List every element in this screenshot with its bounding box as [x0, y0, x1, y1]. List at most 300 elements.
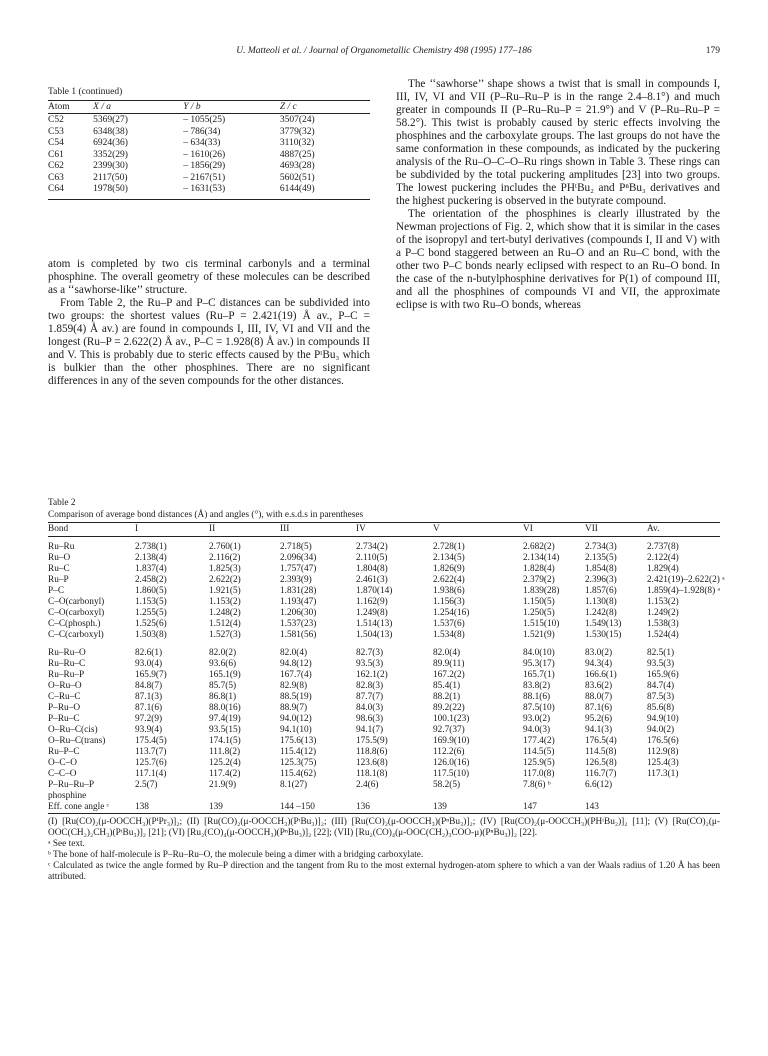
table-cell: 2.734(3) [585, 541, 617, 552]
angle-row [48, 736, 720, 747]
table-2-footnote-b: ᵇ The bone of half-molecule is P–Ru–Ru–O, the molecule being a dimer with a bridging carboxylate. [48, 849, 424, 860]
table-cell: C63 [48, 172, 64, 183]
table-cell: 1.530(15) [585, 629, 622, 640]
table-cell: 1.581(56) [280, 629, 317, 640]
table-cell: 1.538(3) [647, 618, 679, 629]
table-cell [647, 802, 720, 813]
table-cell: 123.6(8) [356, 757, 388, 768]
table-cell: 2.622(4) [433, 574, 465, 585]
right-paragraph-2: The orientation of the phosphines is clearly illustrated by the Newman projections of Fig. 2, which show that it is similar in the cases of the isopropyl and tert-butyl derivatives (compounds I, II and V) with a P–C bond staggered between an Ru–O and an Ru–C bond, with the other two P–C bonds nearly eclipsed with respect to an Ru–O bond. In the case of the n-butylphosphine derivatives for P(1) of compound III, and all the phosphines of compounds VI and VII, the approximate eclipse is with two Ru–O bonds, whereas [396, 208, 720, 311]
table-cell: 114.5(8) [585, 746, 617, 757]
table-cell: 113.7(7) [135, 746, 167, 757]
table-cell: 84.0(3) [356, 702, 384, 713]
table-cell: 174.1(5) [209, 735, 241, 746]
table-cell: Ru–C [48, 563, 70, 574]
table-cell: 1.249(2) [647, 607, 679, 618]
table-cell: 2.738(1) [135, 541, 167, 552]
table-cell: 166.6(1) [585, 669, 617, 680]
table-cell: 3507(24) [279, 115, 315, 125]
table-cell: 111.8(2) [209, 746, 241, 757]
table-cell: 87.1(3) [135, 691, 163, 702]
table-cell: 1.549(13) [585, 618, 622, 629]
table-cell: 83.0(2) [585, 647, 613, 658]
table-cell: 167.2(2) [433, 669, 465, 680]
table-cell: 1.859(4)–1.928(8) ᵃ [647, 585, 721, 596]
table-cell: 8.1(27) [280, 779, 308, 790]
angle-row [48, 659, 720, 670]
table-1 [48, 86, 370, 200]
table-cell: 85.6(8) [647, 702, 675, 713]
table-cell: 1.150(5) [523, 596, 555, 607]
table-cell: 87.5(10) [523, 702, 555, 713]
table-1-bottom-rule [48, 199, 370, 200]
table-cell: – 634(33) [183, 138, 221, 148]
table-2-header-V: V [433, 524, 440, 534]
table-cell: 1.248(2) [209, 607, 241, 618]
table-cell: 1.503(8) [135, 629, 167, 640]
distance-row [48, 608, 720, 619]
distance-row [48, 542, 720, 553]
table-cell: 117.5(10) [433, 768, 470, 779]
table-cell: C52 [48, 115, 64, 125]
table-cell: 2.734(2) [356, 541, 388, 552]
table-cell: 177.4(2) [523, 735, 555, 746]
table-cell: 1.825(3) [209, 563, 241, 574]
table-cell: 88.0(7) [585, 691, 613, 702]
table-cell: 2.134(5) [433, 552, 465, 563]
table-cell: 2.135(5) [585, 552, 617, 563]
table-2-header-row [48, 523, 720, 537]
table-cell: – 1631(53) [183, 184, 226, 194]
table-cell: 165.1(9) [209, 669, 241, 680]
table-cell: 165.9(6) [647, 669, 679, 680]
table-cell: 58.2(5) [433, 779, 461, 790]
table-cell: 95.2(6) [585, 713, 613, 724]
table-row [48, 138, 370, 150]
table-cell: 82.8(3) [356, 680, 384, 691]
table-cell: 1.255(5) [135, 607, 167, 618]
table-2 [48, 498, 725, 883]
table-2-header-II: II [209, 524, 216, 534]
left-paragraph-1: atom is completed by two cis terminal carbonyls and a terminal phosphine. The overall geometry of these molecules can be described as a ‘‘sawhorse-like’’ structure. [48, 258, 370, 296]
table-cell: C–C(phosph.) [48, 618, 101, 629]
table-cell: 1978(50) [93, 184, 128, 194]
table-cell: 82.9(8) [280, 680, 308, 691]
table-cell: Eff. cone angle ᶜ [48, 801, 110, 812]
table-cell: 2.122(4) [647, 552, 679, 563]
table-cell: 6924(36) [93, 138, 128, 148]
table-cell: 82.6(1) [135, 647, 163, 658]
table-cell: C53 [48, 126, 64, 137]
table-cell: 1.153(2) [209, 596, 241, 607]
table-2-header-III: III [280, 524, 290, 534]
table-cell: P–C [48, 585, 65, 596]
table-cell: 115.4(12) [280, 746, 317, 757]
table-cell: 139 [433, 801, 447, 812]
table-cell: 1.153(5) [135, 596, 167, 607]
table-cell: 6348(38) [93, 126, 128, 137]
table-cell: 84.0(10) [523, 647, 555, 658]
right-paragraph-1: The ‘‘sawhorse’’ shape shows a twist that is small in compounds I, III, IV, VI and VII (P–Ru–Ru–P is in the range 2.4–8.1°) and much greater in compounds II (P–Ru–Ru–P = 21.9°) and V (P–Ru–Ru–P = 58.2°). This twist is probably caused by steric effects involving the phosphines and the carboxylate groups. The last groups do not have the same conformation in these compounds, as indicated by the puckering analysis of the Ru–O–C–O–Ru rings shown in Table 3. These rings can be subdivided by the total puckering amplitudes [23] into two groups. The lowest puckering includes the PHᵗBu₂ and PⁿBu₃ derivatives and the highest puckering is observed in the butyrate compound. [396, 78, 720, 207]
table-1-header-z: Z / c [279, 102, 297, 112]
table-cell: 93.9(4) [135, 724, 163, 735]
table-cell: 88.5(19) [280, 691, 312, 702]
table-cell: 162.1(2) [356, 669, 388, 680]
table-cell: 88.0(16) [209, 702, 241, 713]
table-cell: 2.421(19)–2.622(2) ᵃ [647, 574, 725, 585]
table-1-header-x: X / a [93, 102, 112, 112]
angle-row [48, 670, 720, 681]
table-row [48, 114, 370, 127]
left-paragraph-2: From Table 2, the Ru–P and P–C distances can be subdivided into two groups: the shortest values (Ru–P = 2.421(19) Å av., P–C = 1.859(4) Å av.) are found in compounds I, III, IV, VI and VII and the longest (Ru–P = 2.622(2) Å av., P–C = 1.928(8) Å av.) in compounds II and V. This is probably due to steric effects caused by the PᵗBu₃ which is bulkier than the other phosphines. There are no significant differences in any of the seven compounds for the other distances. [48, 297, 370, 387]
table-cell: 86.8(1) [209, 691, 237, 702]
angle-row [48, 714, 720, 725]
table-cell: 1.504(13) [356, 629, 393, 640]
angle-row [48, 681, 720, 692]
table-cell: 83.8(2) [523, 680, 551, 691]
table-cell: 94.1(7) [356, 724, 384, 735]
table-cell: 95.3(17) [523, 658, 555, 669]
table-cell: 1.525(6) [135, 618, 167, 629]
table-row [48, 173, 370, 185]
table-cell: C–C–O [48, 768, 77, 779]
table-2-footnote-c: ᶜ Calculated as twice the angle formed by Ru–P direction and the tangent from Ru to the most external hydrogen-atom sphere to which a van der Waals radius of 1.20 Å has been attributed. [48, 860, 720, 882]
table-cell: 100.1(23) [433, 713, 470, 724]
table-cell: P–Ru–C [48, 713, 80, 724]
table-cell: 84.7(4) [647, 680, 675, 691]
table-2-header-bond: Bond [48, 524, 69, 534]
phosphine-label: phosphine [48, 790, 87, 801]
table-cell: 117.0(8) [523, 768, 555, 779]
table-cell: 84.8(7) [135, 680, 163, 691]
table-cell: Ru–O [48, 552, 71, 563]
table-cell: 114.5(5) [523, 746, 555, 757]
table-cell: 1.206(30) [280, 607, 317, 618]
table-cell: 85.4(1) [433, 680, 461, 691]
distance-row [48, 564, 720, 575]
table-cell: 2.622(2) [209, 574, 241, 585]
table-cell: 93.5(15) [209, 724, 241, 735]
table-cell: O–C–O [48, 757, 77, 768]
table-cell: 94.9(10) [647, 713, 679, 724]
table-cell: P–Ru–O [48, 702, 81, 713]
table-cell: 165.9(7) [135, 669, 167, 680]
table-cell: 2.379(2) [523, 574, 555, 585]
table-cell: 97.2(9) [135, 713, 163, 724]
table-cell: 1.831(28) [280, 585, 317, 596]
table-cell: 88.2(1) [433, 691, 461, 702]
distance-row [48, 553, 720, 564]
table-cell: 1.242(8) [585, 607, 617, 618]
angle-row [48, 692, 720, 703]
table-cell: 115.4(62) [280, 768, 317, 779]
table-cell: 2.682(2) [523, 541, 555, 552]
table-cell: Ru–Ru [48, 541, 75, 552]
table-cell: – 1856(29) [183, 161, 226, 171]
table-cell: 165.7(1) [523, 669, 555, 680]
table-cell: 144 –150 [280, 801, 315, 812]
table-cell: 125.2(4) [209, 757, 241, 768]
table-cell: 1.514(13) [356, 618, 393, 629]
table-cell: 88.9(7) [280, 702, 308, 713]
table-cell: 93.0(4) [135, 658, 163, 669]
table-cell: 2.728(1) [433, 541, 465, 552]
table-1-header-row [48, 101, 370, 114]
table-cell: 138 [135, 801, 149, 812]
table-cell: 21.9(9) [209, 779, 237, 790]
table-cell: 82.0(4) [280, 647, 308, 658]
table-cell: 4693(28) [279, 161, 315, 171]
table-cell: 87.5(3) [647, 691, 675, 702]
table-2-header-VI: VI [523, 524, 533, 534]
table-cell: 88.1(6) [523, 691, 551, 702]
table-cell: 126.5(8) [585, 757, 617, 768]
table-cell: 2.718(5) [280, 541, 312, 552]
journal-citation: U. Matteoli et al. / Journal of Organometallic Chemistry 498 (1995) 177–186 [236, 46, 532, 56]
table-cell: 112.2(6) [433, 746, 465, 757]
table-cell: 125.7(6) [135, 757, 167, 768]
table-cell: 1.537(23) [280, 618, 317, 629]
angle-row [48, 725, 720, 736]
table-cell: 167.7(4) [280, 669, 312, 680]
table-cell: 5369(27) [93, 115, 128, 125]
table-cell: – 1610(26) [183, 149, 226, 160]
table-cell: 169.9(10) [433, 735, 470, 746]
table-cell: 94.0(2) [647, 724, 675, 735]
table-cell: 2.134(14) [523, 552, 560, 563]
table-2-header-I: I [135, 524, 139, 534]
table-cell: 2.138(4) [135, 552, 167, 563]
table-cell: 1.524(4) [647, 629, 679, 640]
table-cell: 2.110(5) [356, 552, 388, 563]
angle-row [48, 780, 720, 791]
distance-row [48, 630, 720, 641]
table-cell: Ru–Ru–O [48, 647, 86, 658]
table-cell: 1.829(4) [647, 563, 679, 574]
table-cell: 1.857(6) [585, 585, 617, 596]
distance-row [48, 597, 720, 608]
table-cell: P–Ru–Ru–P [48, 779, 94, 790]
table-cell: Ru–P–C [48, 746, 80, 757]
table-cell: C64 [48, 184, 64, 194]
table-cell: C–Ru–C [48, 691, 81, 702]
angle-row [48, 769, 720, 780]
table-cell: 2.461(3) [356, 574, 388, 585]
table-cell: 2.737(8) [647, 541, 679, 552]
table-cell: 1.156(3) [433, 596, 465, 607]
table-cell: 125.4(3) [647, 757, 679, 768]
table-cell: Ru–Ru–P [48, 669, 85, 680]
table-cell: 1.537(6) [433, 618, 465, 629]
angle-row [48, 703, 720, 714]
table-cell: 2.4(6) [356, 779, 379, 790]
table-cell: O–Ru–O [48, 680, 82, 691]
table-cell: 1.860(5) [135, 585, 167, 596]
table-cell: 2.393(9) [280, 574, 312, 585]
left-column-text [48, 258, 370, 388]
table-cell: 2.396(3) [585, 574, 617, 585]
table-cell: 1.854(8) [585, 563, 617, 574]
table-cell: 117.4(2) [209, 768, 241, 779]
table-cell: 83.6(2) [585, 680, 613, 691]
phosphine-label-row [48, 791, 720, 802]
table-cell: C–O(carbonyl) [48, 596, 105, 607]
table-2-notes [48, 817, 720, 883]
table-cell: 3110(32) [279, 138, 315, 148]
table-cell: 3779(32) [279, 126, 315, 137]
table-cell: Ru–Ru–C [48, 658, 86, 669]
table-row [48, 161, 370, 173]
table-cell: 94.1(3) [585, 724, 613, 735]
table-cell: 89.9(11) [433, 658, 465, 669]
table-1-body [48, 114, 370, 196]
table-1-header-atom: Atom [48, 102, 70, 112]
table-cell: 1.938(6) [433, 585, 465, 596]
table-cell: 82.0(2) [209, 647, 237, 658]
table-cell: 87.1(6) [585, 702, 613, 713]
table-cell: 1.250(5) [523, 607, 555, 618]
table-2-compounds-note: (I) [Ru(CO)₂(μ-OOCCH₃)(PⁱPr₃)]₂; (II) [Ru(CO)₂(μ-OOCCH₃)(PᵗBu₃)]₂; (III) [Ru(CO)₂(μ-OOCCH₃)(PⁿBu₃)]₂; (IV) [Ru(CO)₂(μ-OOCCH₃)(PHᵗBu₂)]₂ [11]; (V) [Ru(CO)₂(μ-OOC(CH₂)₂CH₃)(PᵗBu₃)]₂ [21]; (VI) [Ru₂(CO)₄(μ-OOCCH₃)(PⁿBu₃)]₂ [22]; (VII) [Ru₂(CO)₄(μ-OOC(CH₂)₃COO-μ)(PⁿBu₃)]₂ [22]. [48, 816, 720, 838]
table-cell: 94.0(12) [280, 713, 312, 724]
table-cell: 2117(50) [93, 172, 128, 183]
table-cell: C–O(carboxyl) [48, 607, 105, 618]
table-cell: 1.804(8) [356, 563, 388, 574]
table-cell: 1.757(47) [280, 563, 317, 574]
table-cell: 125.3(75) [280, 757, 317, 768]
table-cell: 1.249(8) [356, 607, 388, 618]
angle-row [48, 758, 720, 769]
table-cell: 143 [585, 801, 599, 812]
table-cell: 1.839(28) [523, 585, 560, 596]
table-cell: 94.0(3) [523, 724, 551, 735]
table-cell: 118.1(8) [356, 768, 388, 779]
table-2-bottom-rule [48, 813, 720, 814]
table-cell: 94.1(10) [280, 724, 312, 735]
table-cell: O–Ru–C(cis) [48, 724, 98, 735]
running-head [48, 46, 720, 60]
table-cell: 97.4(19) [209, 713, 241, 724]
table-cell: 136 [356, 801, 370, 812]
table-2-header-IV: IV [356, 524, 366, 534]
table-2-header-VII: VII [585, 524, 598, 534]
table-cell: 1.515(10) [523, 618, 560, 629]
table-cell: 1.837(4) [135, 563, 167, 574]
table-cell: 175.4(5) [135, 735, 167, 746]
table-cell: 2399(30) [93, 161, 128, 171]
distance-row [48, 586, 720, 597]
table-cell: – 2167(51) [183, 172, 226, 183]
table-cell: 87.1(6) [135, 702, 163, 713]
angle-row [48, 747, 720, 758]
table-cell: 82.7(3) [356, 647, 384, 658]
table-cell: 94.3(4) [585, 658, 613, 669]
table-cell: 94.8(12) [280, 658, 312, 669]
table-cell: 1.254(16) [433, 607, 470, 618]
table-cell: 85.7(5) [209, 680, 237, 691]
table-cell: 82.5(1) [647, 647, 675, 658]
table-cell: O–Ru–C(trans) [48, 735, 106, 746]
distance-row [48, 575, 720, 586]
table-cell: C–C(carboxyl) [48, 629, 104, 640]
table-2-caption: Comparison of average bond distances (Å) and angles (°), with e.s.d.s in parentheses [48, 510, 364, 520]
table-cell: 126.0(16) [433, 757, 470, 768]
page-number: 179 [705, 46, 720, 56]
row-spacer [48, 641, 720, 648]
table-cell: Ru–P [48, 574, 69, 585]
table-cell: 117.1(4) [135, 768, 167, 779]
table-cell: 176.5(6) [647, 735, 679, 746]
table-2-label: Table 2 [48, 498, 76, 508]
table-cell: 1.870(14) [356, 585, 393, 596]
table-cell: C54 [48, 138, 64, 148]
table-row [48, 127, 370, 139]
right-column-text [396, 78, 720, 312]
table-row [48, 150, 370, 162]
table-2-body [48, 537, 725, 813]
table-cell: 93.5(3) [356, 658, 384, 669]
table-cell: 3352(29) [93, 149, 128, 160]
table-cell: 5602(51) [279, 172, 315, 183]
table-cell: 2.096(34) [280, 552, 317, 563]
table-cell: 116.7(7) [585, 768, 617, 779]
table-1-header-y: Y / b [183, 102, 201, 112]
table-cell: 98.6(3) [356, 713, 384, 724]
table-cell: – 1055(25) [183, 115, 226, 125]
table-2-grid [48, 522, 725, 813]
table-cell: 82.0(4) [433, 647, 461, 658]
cone-angle-row [48, 802, 720, 813]
table-cell: 1.153(2) [647, 596, 679, 607]
table-cell: 176.5(4) [585, 735, 617, 746]
table-cell: 6.6(12) [585, 779, 613, 790]
table-cell: 175.5(9) [356, 735, 388, 746]
table-cell: 112.9(8) [647, 746, 679, 757]
table-cell: 1.527(3) [209, 629, 241, 640]
table-cell: 117.3(1) [647, 768, 679, 779]
table-cell: 1.162(9) [356, 596, 388, 607]
table-cell: 175.6(13) [280, 735, 317, 746]
table-cell: 4887(25) [279, 149, 315, 160]
table-cell: 1.193(47) [280, 596, 317, 607]
distance-row [48, 619, 720, 630]
table-row [48, 184, 370, 196]
table-2-header-av: Av. [647, 524, 660, 534]
table-cell: 93.5(3) [647, 658, 675, 669]
table-cell: 93.0(2) [523, 713, 551, 724]
table-cell: 89.2(22) [433, 702, 465, 713]
table-cell: 1.828(4) [523, 563, 555, 574]
table-cell: 2.116(2) [209, 552, 241, 563]
table-cell: 1.512(4) [209, 618, 241, 629]
table-1-grid [48, 100, 370, 196]
table-cell: 118.8(6) [356, 746, 388, 757]
table-cell: – 786(34) [183, 126, 221, 137]
table-cell: 2.5(7) [135, 779, 158, 790]
table-cell: 7.8(6) ᵇ [523, 779, 551, 790]
table-cell: 125.9(5) [523, 757, 555, 768]
table-cell: 139 [209, 801, 223, 812]
table-cell: 6144(49) [279, 184, 315, 194]
table-cell: 1.521(9) [523, 629, 555, 640]
table-cell: 87.7(7) [356, 691, 384, 702]
table-cell: 1.921(5) [209, 585, 241, 596]
table-cell: 93.6(6) [209, 658, 237, 669]
table-cell: 92.7(37) [433, 724, 465, 735]
table-2-footnote-a: ᵃ See text. [48, 838, 85, 849]
table-cell: 2.760(1) [209, 541, 241, 552]
table-cell: 2.458(2) [135, 574, 167, 585]
table-cell: 147 [523, 801, 537, 812]
